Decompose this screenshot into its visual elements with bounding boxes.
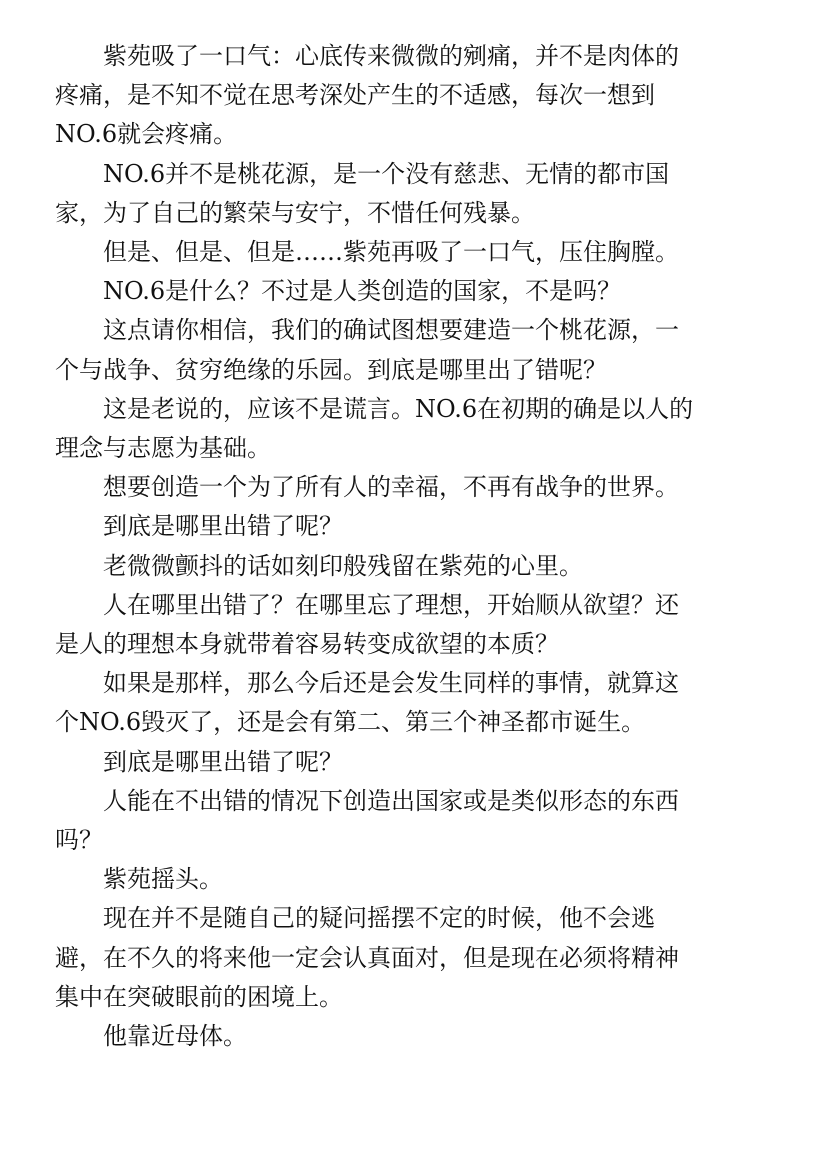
paragraph: 老微微颤抖的话如刻印般残留在紫苑的心里。 xyxy=(103,551,583,580)
document-page xyxy=(55,37,775,1056)
paragraph: NO.6并不是桃花源，是一个没有慈悲、无情的都市国 家，为了自己的繁荣与安宁，不惜任何残暴。 xyxy=(55,159,670,227)
paragraph: 人在哪里出错了？在哪里忘了理想，开始顺从欲望？还 是人的理想本身就带着容易转变成欲望的本质？ xyxy=(55,590,679,659)
paragraph: 现在并不是随自己的疑问摇摆不定的时候，他不会逃 避，在不久的将来他一定会认真面对，但是现在必须将精神 集中在突破眼前的困境上。 xyxy=(55,904,679,1011)
paragraph: 如果是那样，那么今后还是会发生同样的事情，就算这 个NO.6毁灭了，还是会有第二、第三个神圣都市诞生。 xyxy=(55,669,679,737)
paragraph: NO.6是什么？不过是人类创造的国家，不是吗？ xyxy=(103,277,622,306)
paragraph: 想要创造一个为了所有人的幸福，不再有战争的世界。 xyxy=(103,473,679,502)
paragraph: 这点请你相信，我们的确试图想要建造一个桃花源，一 个与战争、贫穷绝缘的乐园。到底是哪里出了错呢？ xyxy=(55,316,679,384)
paragraph: 人能在不出错的情况下创造出国家或是类似形态的东西 吗？ xyxy=(55,786,679,855)
paragraph: 这是老说的，应该不是谎言。NO.6在初期的确是以人的 理念与志愿为基础。 xyxy=(55,394,694,463)
paragraph: 到底是哪里出错了呢？ xyxy=(103,512,343,541)
paragraph: 他靠近母体。 xyxy=(103,1022,247,1051)
paragraph: 紫苑摇头。 xyxy=(103,865,223,894)
paragraph: 但是、但是、但是……紫苑再吸了一口气，压住胸膛。 xyxy=(103,238,679,267)
paragraph: 紫苑吸了一口气：心底传来微微的剜痛，并不是肉体的 疼痛，是不知不觉在思考深处产生的不适感，每次一想到 NO.6就会疼痛。 xyxy=(55,42,679,149)
paragraph: 到底是哪里出错了呢？ xyxy=(103,747,343,776)
